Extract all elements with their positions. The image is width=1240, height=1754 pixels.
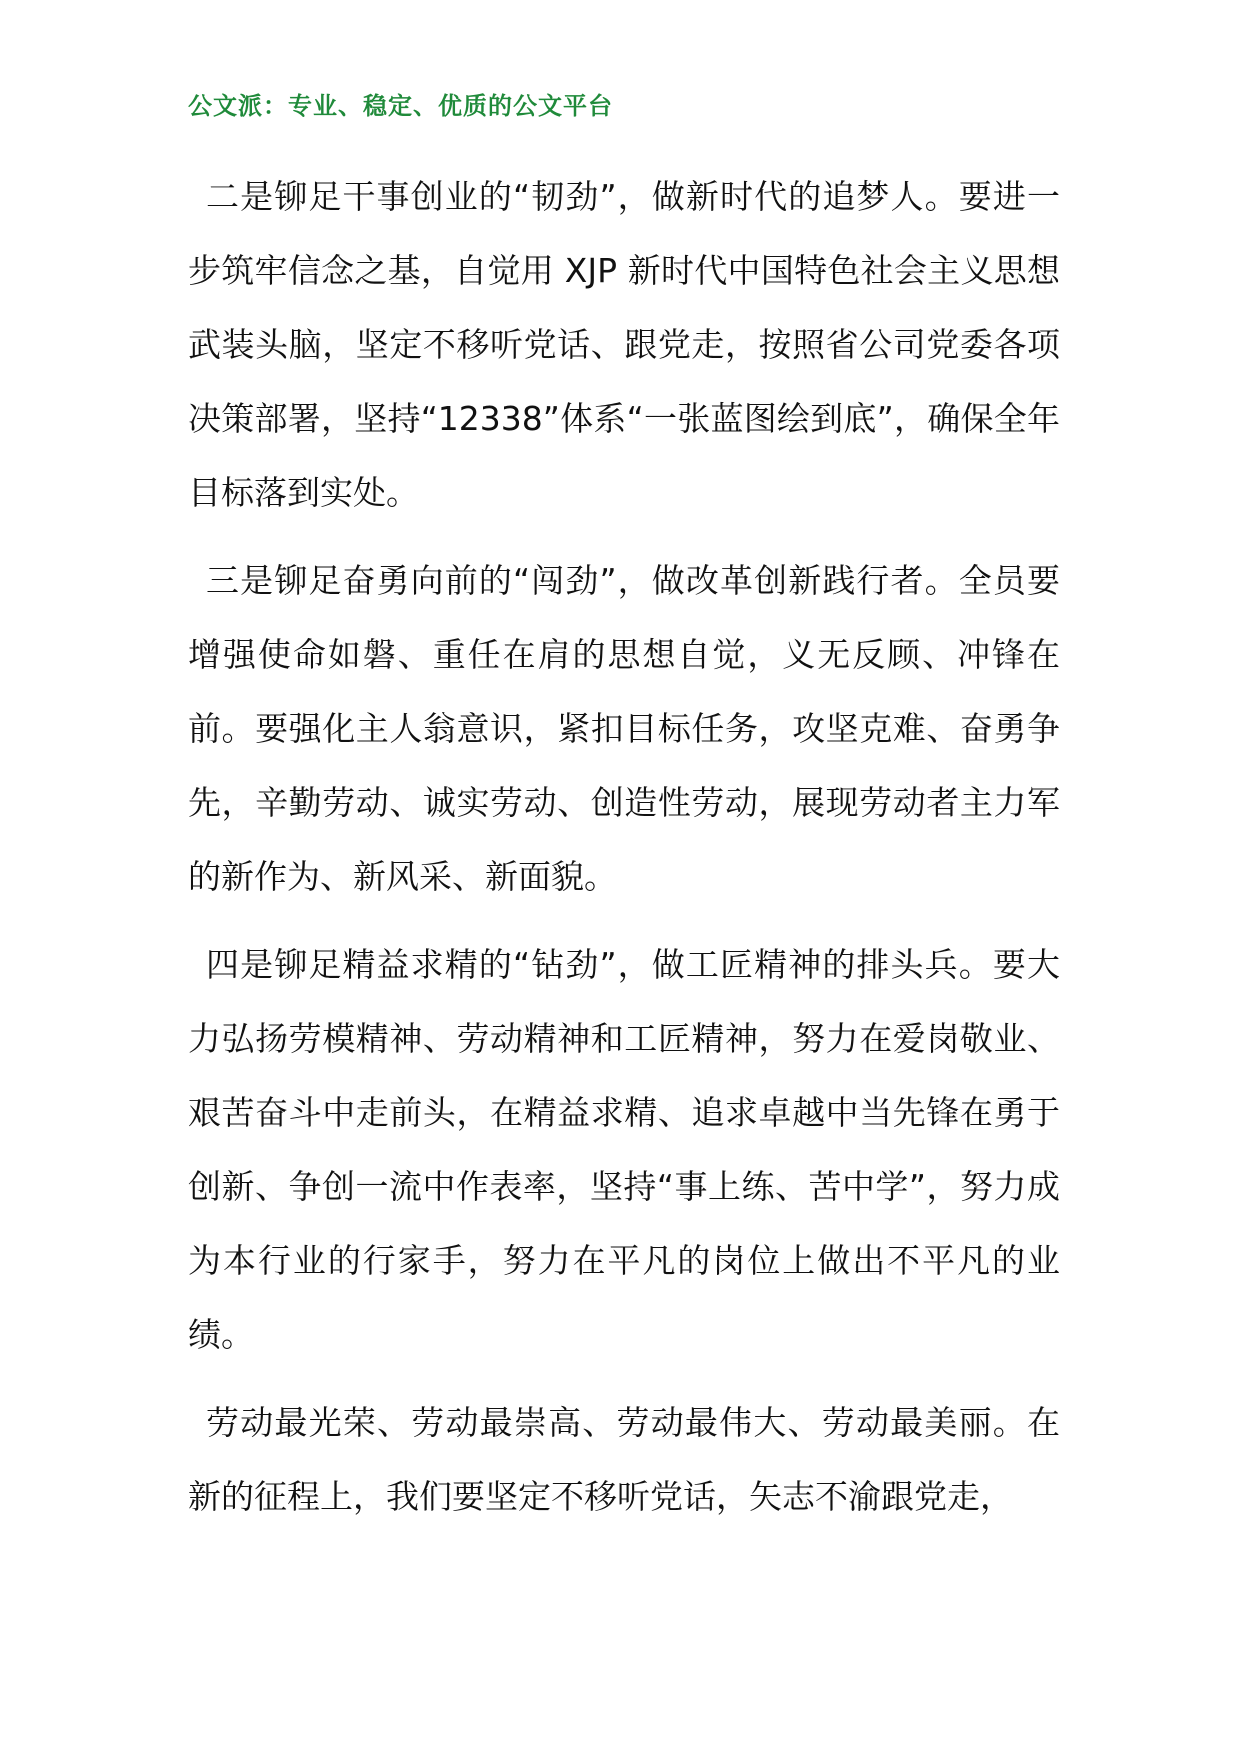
document-body bbox=[188, 160, 1060, 1548]
paragraph-3: 四是铆足精益求精的“钻劲”，做工匠精神的排头兵。要大力弘扬劳模精神、劳动精神和工匠精神，努力在爱岗敬业、艰苦奋斗中走前头，在精益求精、追求卓越中当先锋在勇于创新、争创一流中作表率，坚持“事上练、苦中学”，努力成为本行业的行家手，努力在平凡的岗位上做出不平凡的业绩。 bbox=[188, 945, 1060, 1354]
paragraph-1: 二是铆足干事创业的“韧劲”，做新时代的追梦人。要进一步筑牢信念之基，自觉用 XJP 新时代中国特色社会主义思想武装头脑，坚定不移听党话、跟党走，按照省公司党委各项决策部署，坚持“12338”体系“一张蓝图绘到底”，确保全年目标落到实处。 bbox=[188, 177, 1060, 512]
page-header: 公文派：专业、稳定、优质的公文平台 bbox=[188, 92, 613, 120]
paragraph-2: 三是铆足奋勇向前的“闯劲”，做改革创新践行者。全员要增强使命如磐、重任在肩的思想自觉，义无反顾、冲锋在前。要强化主人翁意识，紧扣目标任务，攻坚克难、奋勇争先，辛勤劳动、诚实劳动、创造性劳动，展现劳动者主力军的新作为、新风采、新面貌。 bbox=[188, 561, 1060, 896]
paragraph-4: 劳动最光荣、劳动最崇高、劳动最伟大、劳动最美丽。在新的征程上，我们要坚定不移听党话，矢志不渝跟党走， bbox=[188, 1403, 1060, 1516]
